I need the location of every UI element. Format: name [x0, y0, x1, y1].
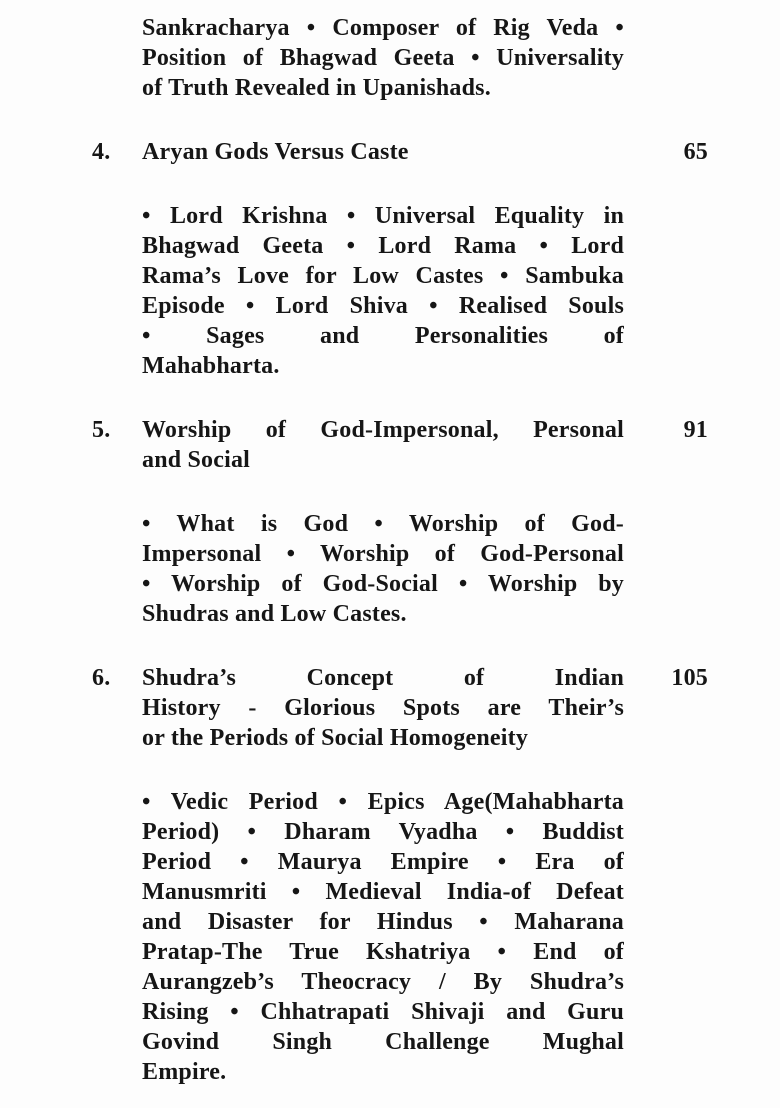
text-line: Rama’s Love for Low Castes • Sambuka — [142, 263, 624, 289]
entry-page-number: 105 — [671, 665, 708, 691]
text-line: Sankracharya • Composer of Rig Veda • — [142, 15, 624, 41]
text-line: • What is God • Worship of God- — [142, 511, 624, 537]
text-line: Aurangzeb’s Theocracy / By Shudra’s — [142, 969, 624, 995]
text-line: of Truth Revealed in Upanishads. — [142, 75, 491, 101]
text-line: or the Periods of Social Homogeneity — [142, 725, 529, 751]
text-line: Manusmriti • Medieval India-of Defeat — [142, 879, 624, 905]
entry-page-number: 91 — [683, 417, 708, 443]
text-line: Govind Singh Challenge Mughal — [142, 1029, 624, 1055]
text-line: • Vedic Period • Epics Age(Mahabharta — [142, 789, 624, 815]
text-line: Empire. — [142, 1059, 227, 1085]
entry-number: 6. — [92, 665, 111, 691]
entry-topics-paragraph — [142, 787, 624, 1087]
text-line: Episode • Lord Shiva • Realised Souls — [142, 293, 624, 319]
text-line: Worship of God-Impersonal, Personal — [142, 417, 624, 443]
text-line: Pratap-The True Kshatriya • End of — [142, 939, 624, 965]
entry-title — [142, 415, 624, 475]
text-line: Rising • Chhatrapati Shivaji and Guru — [142, 999, 624, 1025]
entry-number: 5. — [92, 417, 111, 443]
entry-title — [142, 137, 624, 167]
text-line: Shudra’s Concept of Indian — [142, 665, 624, 691]
text-line: Period) • Dharam Vyadha • Buddist — [142, 819, 624, 845]
text-line: Period • Maurya Empire • Era of — [142, 849, 624, 875]
text-line: History - Glorious Spots are Their’s — [142, 695, 624, 721]
toc-entry-4 — [92, 137, 708, 381]
toc-entry-5 — [92, 415, 708, 629]
entry-topics-paragraph — [142, 509, 624, 629]
text-line: Position of Bhagwad Geeta • Universality — [142, 45, 624, 71]
text-line: • Lord Krishna • Universal Equality in — [142, 203, 624, 229]
entry-number: 4. — [92, 139, 111, 165]
text-line: • Sages and Personalities of — [142, 323, 624, 349]
text-line: Shudras and Low Castes. — [142, 601, 407, 627]
text-line: • Worship of God-Social • Worship by — [142, 571, 624, 597]
toc-entry-6 — [92, 663, 708, 1087]
entry-title — [142, 663, 624, 753]
continuation-paragraph — [142, 13, 624, 103]
entry-page-number: 65 — [683, 139, 708, 165]
text-line: Mahabharta. — [142, 353, 280, 379]
text-line: and Social — [142, 447, 251, 473]
text-line: Impersonal • Worship of God-Personal — [142, 541, 624, 567]
entry-topics-paragraph — [142, 201, 624, 381]
text-line: and Disaster for Hindus • Maharana — [142, 909, 624, 935]
text-line: Aryan Gods Versus Caste — [142, 139, 409, 165]
text-line: Bhagwad Geeta • Lord Rama • Lord — [142, 233, 624, 259]
